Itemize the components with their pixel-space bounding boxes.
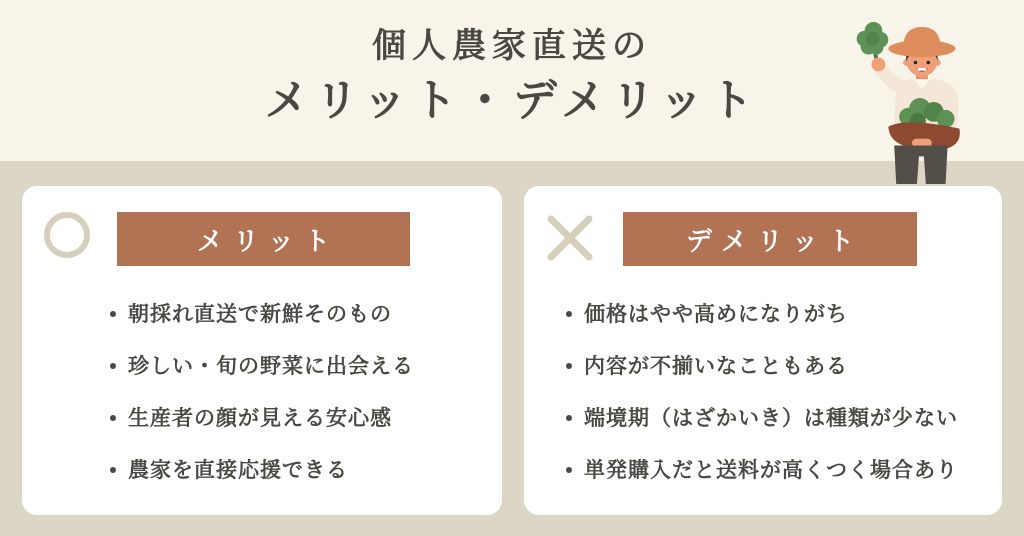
list-item: 朝採れ直送で新鮮そのもの bbox=[108, 302, 490, 326]
demerit-banner: デメリット bbox=[623, 212, 917, 266]
list-item: 珍しい・旬の野菜に出会える bbox=[108, 354, 490, 378]
cross-mark-icon bbox=[546, 214, 594, 262]
page-title-line2: メリット・デメリット bbox=[264, 74, 760, 126]
kale-bunch-icon bbox=[857, 22, 889, 64]
list-item: 内容が不揃いなこともある bbox=[564, 354, 990, 378]
demerit-list bbox=[564, 302, 990, 510]
merit-list bbox=[108, 302, 490, 510]
demerit-card bbox=[524, 186, 1002, 515]
list-item: 価格はやや高めになりがち bbox=[564, 302, 990, 326]
list-item: 端境期（はざかいき）は種類が少ない bbox=[564, 406, 990, 430]
list-item: 生産者の顔が見える安心感 bbox=[108, 406, 490, 430]
merit-card bbox=[22, 186, 502, 515]
circle-mark-icon bbox=[44, 212, 90, 258]
merit-banner: メリット bbox=[117, 212, 410, 266]
list-item: 農家を直接応援できる bbox=[108, 458, 490, 482]
page-title-line1: 個人農家直送の bbox=[372, 26, 652, 66]
farmer-illustration-icon bbox=[848, 18, 978, 186]
list-item: 単発購入だと送料が高くつく場合あり bbox=[564, 458, 990, 482]
